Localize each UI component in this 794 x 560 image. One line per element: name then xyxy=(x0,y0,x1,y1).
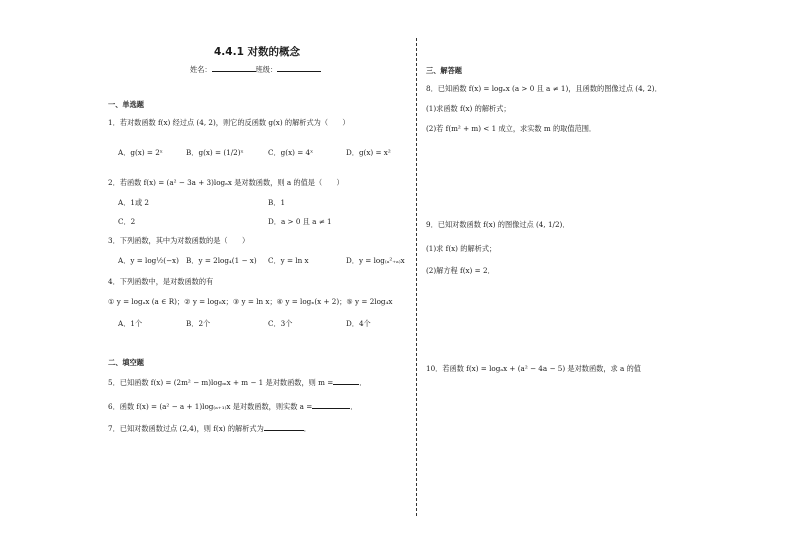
q5-answer-blank[interactable] xyxy=(333,376,359,385)
column-divider xyxy=(416,38,417,516)
q1-option-a: A．g(x) = 2ˣ xyxy=(118,148,163,157)
q7-answer-blank[interactable] xyxy=(264,422,304,431)
q1-option-b: B．g(x) = (1/2)ˣ xyxy=(186,148,244,157)
q3-option-d: D．y = log₍ₐ²₊ₐ₎x xyxy=(346,256,405,265)
q8-part-2: (2)若 f(m² + m) < 1 成立，求实数 m 的取值范围． xyxy=(426,124,597,133)
q6-tail: ． xyxy=(350,402,358,411)
q4-option-a: A．1个 xyxy=(118,319,143,328)
q2-option-a: A．1或 2 xyxy=(118,198,149,207)
q4-stem: 4．下列函数中，是对数函数的有 xyxy=(108,277,214,286)
q9-part-1: (1)求 f(x) 的解析式； xyxy=(426,244,497,253)
student-info-line xyxy=(190,63,321,75)
q7-line xyxy=(108,422,311,434)
q3-stem: 3．下列函数，其中为对数函数的是（ ） xyxy=(108,236,250,245)
q2-option-b: B．1 xyxy=(268,198,286,207)
q7-stem: 7．已知对数函数过点 (2,4)，则 f(x) 的解析式为 xyxy=(108,424,264,433)
q7-tail: ． xyxy=(303,424,311,433)
name-blank[interactable] xyxy=(212,63,256,72)
q4-option-c: C．3个 xyxy=(268,319,293,328)
q2-stem: 2．若函数 f(x) = (a² − 3a + 3)logₐx 是对数函数，则 a 的值是（ ） xyxy=(108,178,344,187)
name-label: 姓名： xyxy=(190,65,212,74)
q3-option-b: B．y = 2log₄(1 − x) xyxy=(186,256,257,265)
q1-stem: 1．若对数函数 f(x) 经过点 (4, 2)，则它的反函数 g(x) 的解析式为（ ） xyxy=(108,118,350,127)
q4-option-b: B．2个 xyxy=(186,319,211,328)
section-heading-fill-blank: 二、填空题 xyxy=(108,358,144,367)
q1-option-d: D．g(x) = x² xyxy=(346,148,391,157)
q5-stem: 5．已知函数 f(x) = (2m² − m)logₘx + m − 1 是对数函数，则 m = xyxy=(108,378,334,387)
q6-stem: 6．函数 f(x) = (a² − a + 1)log₍ₐ₊₁₎x 是对数函数，则实数 a = xyxy=(108,402,313,411)
page-title: 4.4.1 对数的概念 xyxy=(214,46,301,58)
section-heading-single-choice: 一、单选题 xyxy=(108,100,144,109)
q5-tail: ． xyxy=(359,378,367,387)
q8-part-1: (1)求函数 f(x) 的解析式； xyxy=(426,104,511,113)
q9-stem: 9．已知对数函数 f(x) 的图像过点 (4, 1/2)． xyxy=(426,220,570,229)
q5-line xyxy=(108,376,366,388)
q1-option-c: C．g(x) = 4ˣ xyxy=(268,148,314,157)
q3-option-a: A．y = log½(−x) xyxy=(118,256,179,265)
q6-answer-blank[interactable] xyxy=(312,400,350,409)
class-blank[interactable] xyxy=(277,63,321,72)
q3-option-c: C．y = ln x xyxy=(268,256,309,265)
q8-stem: 8．已知函数 f(x) = logₐx (a > 0 且 a ≠ 1)，且函数的图像过点 (4, 2)． xyxy=(426,84,662,93)
q6-line xyxy=(108,400,357,412)
q4-items: ① y = logₐx (a ∈ R)；② y = log₈x；③ y = ln x；④ y = logₓ(x + 2)；⑤ y = 2log₄x xyxy=(108,297,393,306)
q2-option-c: C．2 xyxy=(118,217,136,226)
q9-part-2: (2)解方程 f(x) = 2． xyxy=(426,266,495,275)
q10-stem: 10．若函数 f(x) = logₐx + (a² − 4a − 5) 是对数函数，求 a 的值 xyxy=(426,364,641,373)
section-heading-solve: 三、解答题 xyxy=(426,66,462,75)
q4-option-d: D．4个 xyxy=(346,319,371,328)
q2-option-d: D．a > 0 且 a ≠ 1 xyxy=(268,217,332,226)
class-label: 班级： xyxy=(255,65,278,74)
